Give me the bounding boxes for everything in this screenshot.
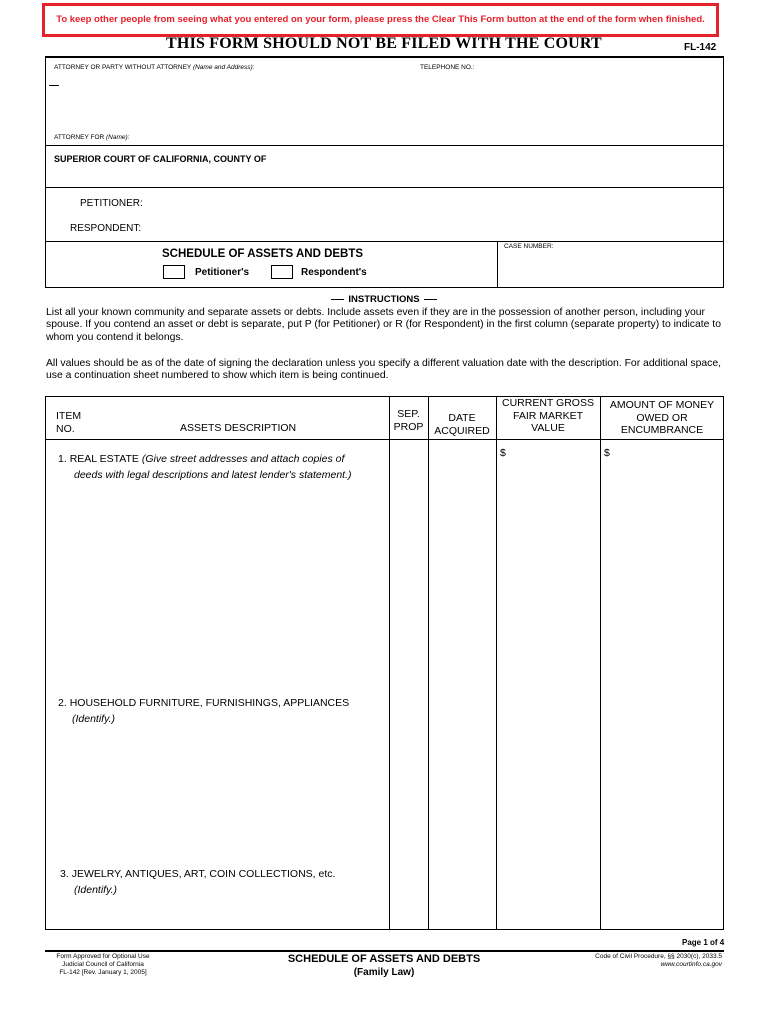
attorney-for-text: ATTORNEY FOR xyxy=(54,134,105,141)
petitioners-checkbox[interactable] xyxy=(163,265,185,279)
page-number: Page 1 of 4 xyxy=(682,938,725,947)
attorney-section[interactable] xyxy=(46,58,723,146)
heading-dash-right xyxy=(424,299,437,301)
column-divider xyxy=(600,397,601,929)
clear-form-notice xyxy=(42,3,719,37)
form-id: FL-142 xyxy=(684,42,717,53)
item-note: (Identify.) xyxy=(72,713,115,725)
column-divider xyxy=(428,397,429,929)
item-title: REAL ESTATE xyxy=(69,453,139,465)
asset-item-household[interactable] xyxy=(58,695,349,727)
respondents-checkbox-label: Respondent's xyxy=(301,267,367,278)
heading-dash-left xyxy=(331,299,344,301)
asset-item-real-estate[interactable] xyxy=(58,451,352,483)
instructions-paragraph-2: All values should be as of the date of signing the declaration unless you specify a different valuation date with the description. For additional space, use a continuation sheet numbered to show which item is being continued. xyxy=(46,358,722,382)
attorney-for-italic: (Name): xyxy=(106,134,130,141)
value-header-line: FAIR MARKET xyxy=(512,409,583,422)
petitioner-label: PETITIONER: xyxy=(80,198,143,209)
date-header-line: DATE xyxy=(448,412,476,424)
approval-line: Form Approved for Optional Use xyxy=(56,953,150,960)
amount-owed-currency: $ xyxy=(604,447,610,459)
column-divider xyxy=(496,397,497,929)
court-section[interactable] xyxy=(46,146,723,188)
attorney-field-marker xyxy=(49,85,59,86)
footer-divider xyxy=(45,950,724,952)
case-number-label: CASE NUMBER: xyxy=(504,243,554,250)
amount-owed-header xyxy=(600,399,724,437)
item-number: 3. xyxy=(60,868,69,880)
telephone-label: TELEPHONE NO.: xyxy=(420,64,475,71)
item-note: (Identify.) xyxy=(74,884,117,896)
footer-citation xyxy=(595,953,722,969)
sep-prop-header xyxy=(389,408,428,433)
respondent-label: RESPONDENT: xyxy=(70,223,142,234)
instructions-paragraph-1: List all your known community and separate assets or debts. Include assets even if they are in the possession of another person, including your spouse. If you contend an asset or debt is separate, put P (for Petitioner) or R (for Respondent) in the first column (separate property) to indicate to whom you contend it belongs. xyxy=(46,307,721,343)
item-number: 1. xyxy=(58,453,67,465)
item-note: deeds with legal descriptions and latest lender's statement.) xyxy=(74,469,352,481)
code-citation: Code of Civil Procedure, §§ 2030(c), 2033.5 xyxy=(595,953,722,960)
instructions-heading-text: INSTRUCTIONS xyxy=(348,294,420,305)
title-section xyxy=(46,242,723,288)
date-acquired-header xyxy=(428,412,496,437)
assets-table xyxy=(45,396,724,930)
clear-form-notice-text: To keep other people from seeing what you entered on your form, please press the Clear This Form button at the end of the form when finished. xyxy=(56,14,705,25)
approval-line: FL-142 [Rev. January 1, 2005] xyxy=(59,969,147,976)
owed-header-line: OWED OR xyxy=(636,411,688,424)
parties-section xyxy=(46,188,723,242)
asset-item-jewelry[interactable] xyxy=(60,866,335,898)
website-link[interactable]: www.courtinfo.ca.gov xyxy=(660,961,722,968)
value-header-line: CURRENT GROSS xyxy=(502,397,594,409)
item-title: HOUSEHOLD FURNITURE, FURNISHINGS, APPLIANCES xyxy=(69,697,350,709)
owed-header-line: AMOUNT OF MONEY xyxy=(609,399,715,411)
schedule-title-cell xyxy=(46,242,498,288)
court-label: SUPERIOR COURT OF CALIFORNIA, COUNTY OF xyxy=(54,154,267,164)
owed-header-line: ENCUMBRANCE xyxy=(620,424,704,436)
attorney-label-text: ATTORNEY OR PARTY WITHOUT ATTORNEY xyxy=(54,64,192,71)
item-title: JEWELRY, ANTIQUES, ART, COIN COLLECTIONS, etc. xyxy=(71,868,336,880)
attorney-for-label xyxy=(54,134,130,141)
warning-title: THIS FORM SHOULD NOT BE FILED WITH THE COURT xyxy=(166,35,602,52)
sep-header-line: SEP. xyxy=(397,408,420,420)
item-header-line: NO. xyxy=(56,422,75,435)
footer-subtitle: (Family Law) xyxy=(353,967,415,978)
case-caption xyxy=(45,56,724,288)
footer-title-text: SCHEDULE OF ASSETS AND DEBTS xyxy=(287,953,481,965)
item-number: 2. xyxy=(58,697,67,709)
description-header: ASSETS DESCRIPTION xyxy=(180,422,297,434)
respondents-checkbox[interactable] xyxy=(271,265,293,279)
attorney-label-italic: (Name and Address): xyxy=(192,64,255,71)
schedule-title: SCHEDULE OF ASSETS AND DEBTS xyxy=(162,248,364,260)
petitioners-checkbox-label: Petitioner's xyxy=(195,267,250,278)
item-header-line: ITEM xyxy=(56,410,82,422)
attorney-label xyxy=(54,64,255,71)
market-value-header xyxy=(496,397,600,435)
column-divider xyxy=(389,397,390,929)
header-divider xyxy=(46,439,723,440)
item-no-header xyxy=(56,410,81,435)
approval-line: Judicial Council of California xyxy=(62,961,144,968)
market-value-currency: $ xyxy=(500,447,506,459)
value-header-line: VALUE xyxy=(531,422,565,434)
item-note: (Give street addresses and attach copies of xyxy=(141,453,345,465)
instructions-heading xyxy=(0,294,768,305)
sep-header-line: PROP xyxy=(393,420,424,433)
date-header-line: ACQUIRED xyxy=(434,424,490,437)
